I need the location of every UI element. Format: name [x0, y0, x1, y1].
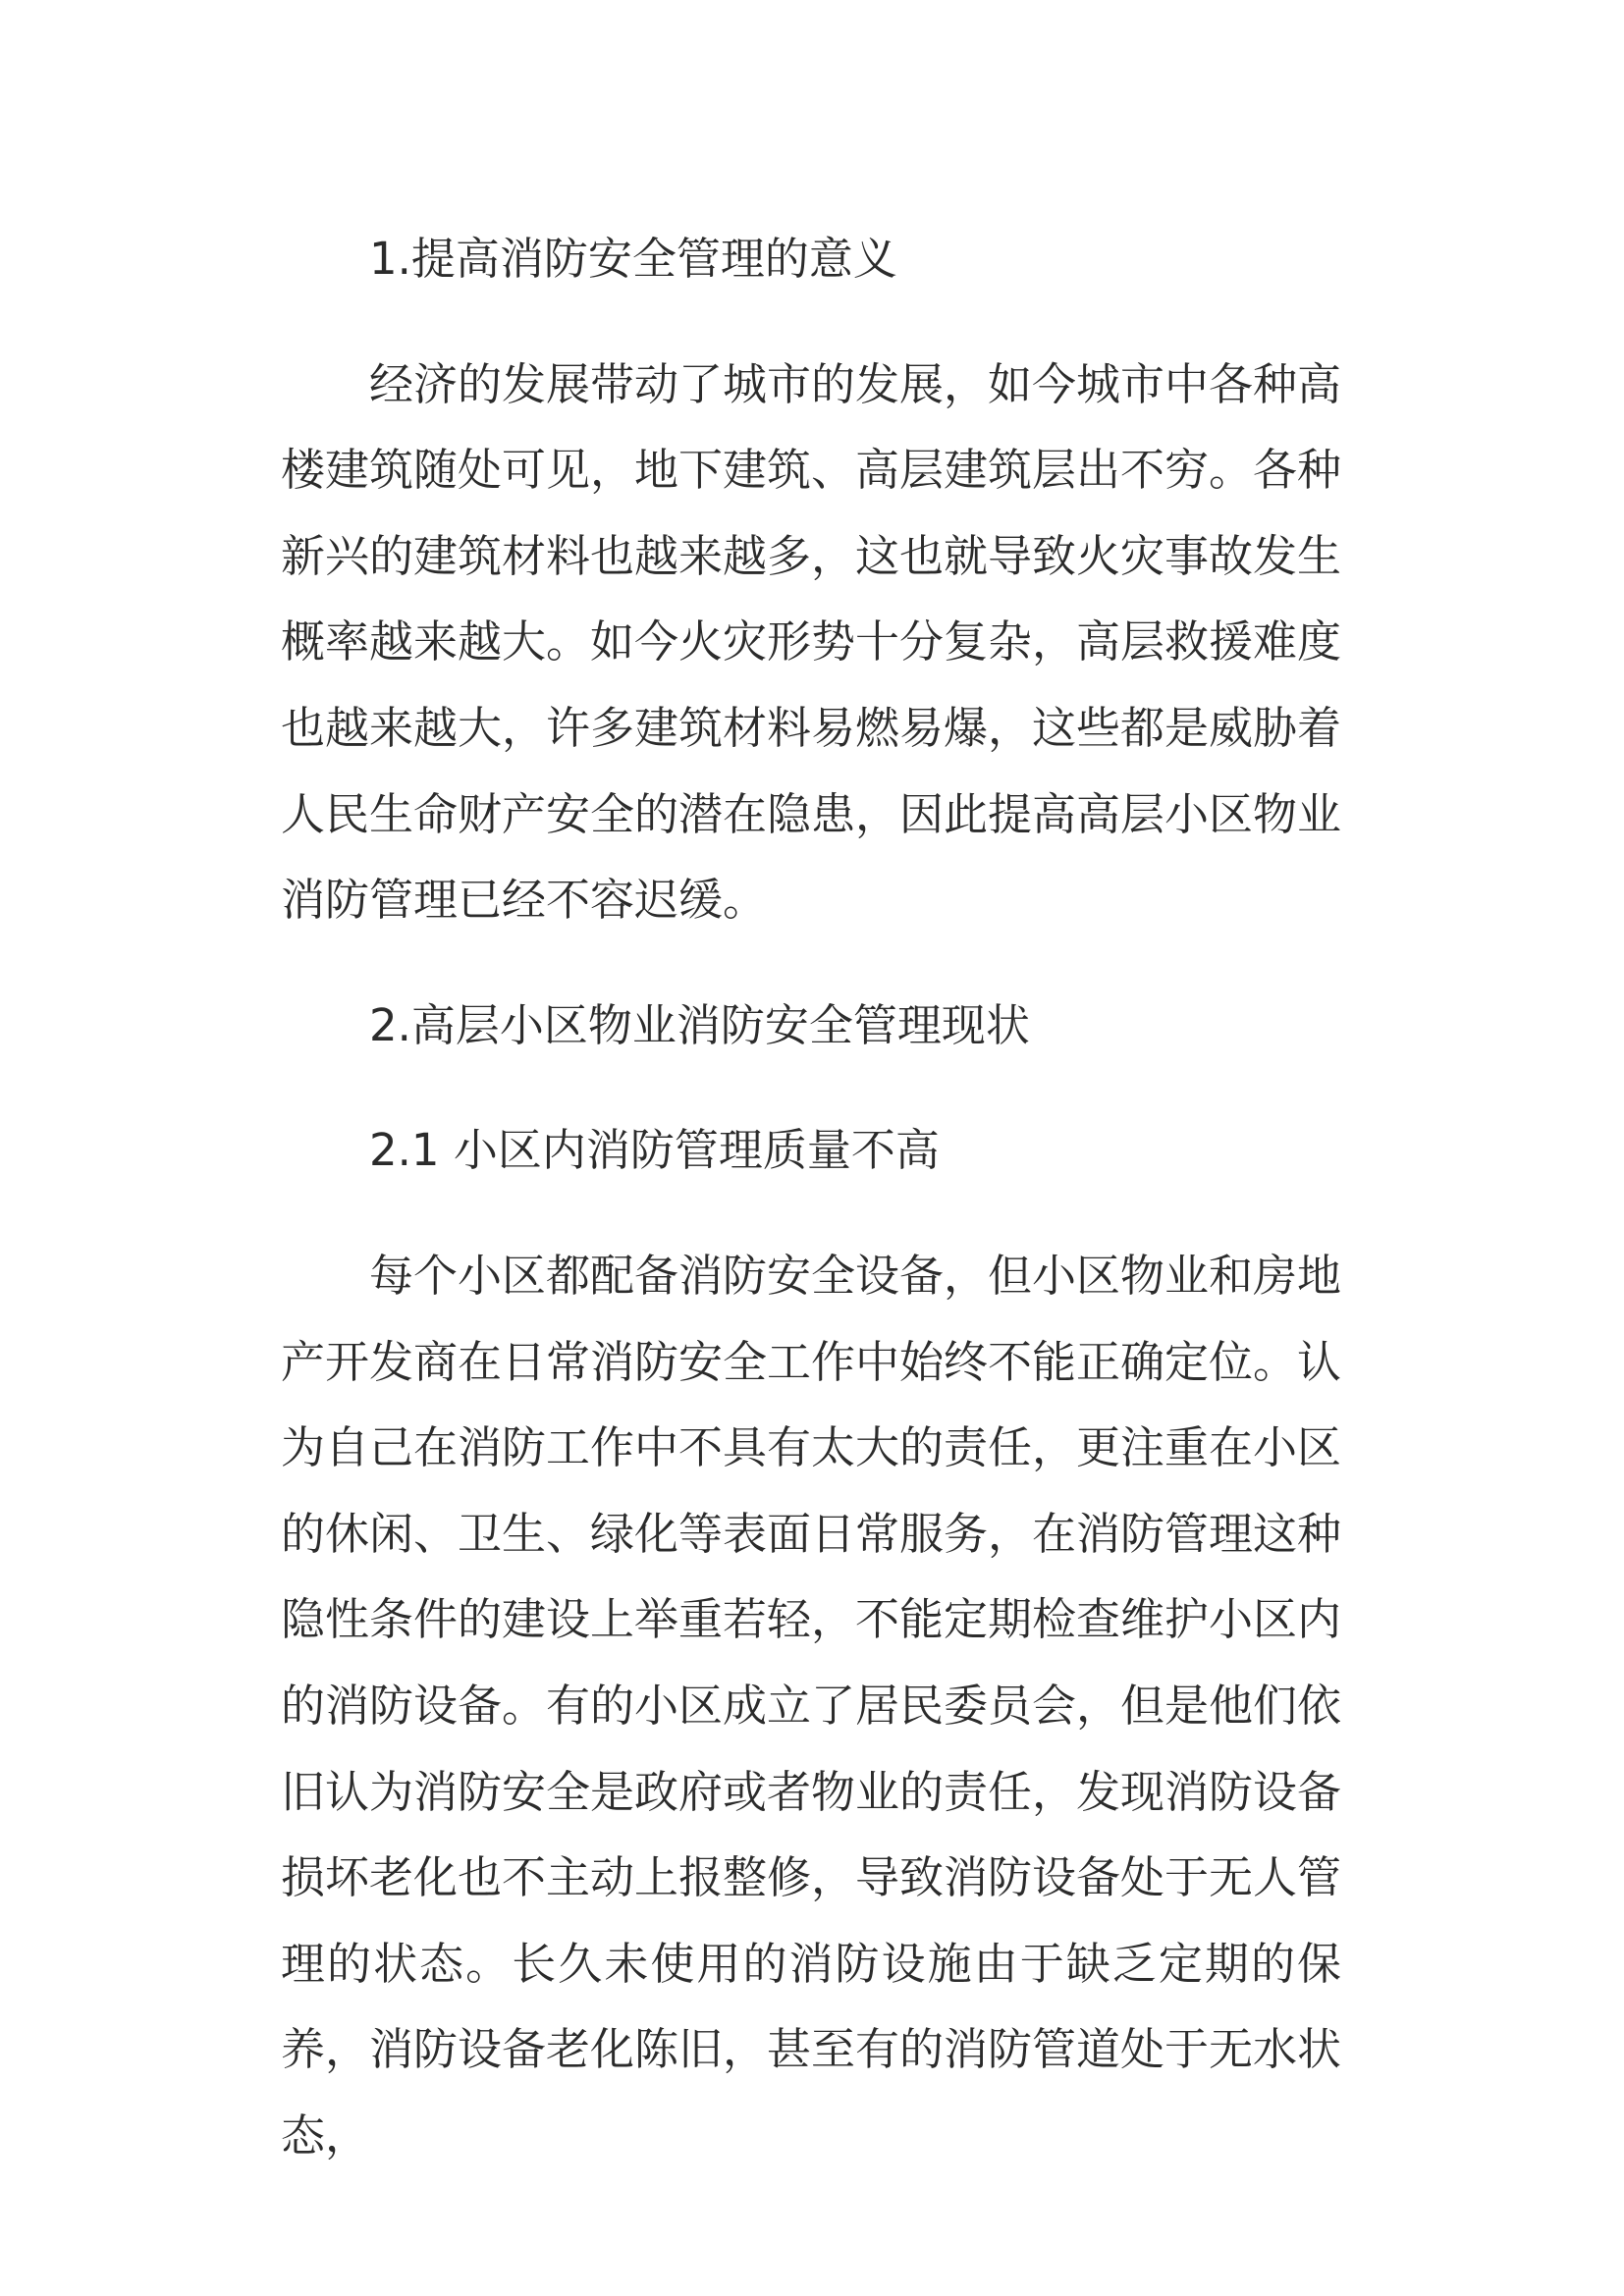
section-heading-2: 2.高层小区物业消防安全管理现状: [369, 998, 1030, 1051]
paragraph-management-quality: 每个小区都配备消防安全设备，但小区物业和房地产开发商在日常消防安全工作中始终不能正确定位。认为自己在消防工作中不具有太大的责任，更注重在小区的休闲、卫生、绿化等表面日常服务，在消防管理这种隐性条件的建设上举重若轻，不能定期检查维护小区内的消防设备。有的小区成立了居民委员会，但是他们依旧认为消防安全是政府或者物业的责任，发现消防设备损坏老化也不主动上报整修，导致消防设备处于无人管理的状态。长久未使用的消防设施由于缺乏定期的保养，消防设备老化陈旧，甚至有的消防管道处于无水状态，: [281, 1249, 1342, 2162]
document-body: [281, 216, 1341, 2178]
subsection-heading-2-1: 2.1 小区内消防管理质量不高: [369, 1124, 940, 1177]
section-heading-1: 1.提高消防安全管理的意义: [369, 233, 897, 285]
paragraph-significance: 经济的发展带动了城市的发展，如今城市中各种高楼建筑随处可见，地下建筑、高层建筑层出不穷。各种新兴的建筑材料也越来越多，这也就导致火灾事故发生概率越来越大。如今火灾形势十分复杂，高层救援难度也越来越大，许多建筑材料易燃易爆，这些都是威胁着人民生命财产安全的潜在隐患，因此提高高层小区物业消防管理已经不容迟缓。: [281, 357, 1342, 927]
